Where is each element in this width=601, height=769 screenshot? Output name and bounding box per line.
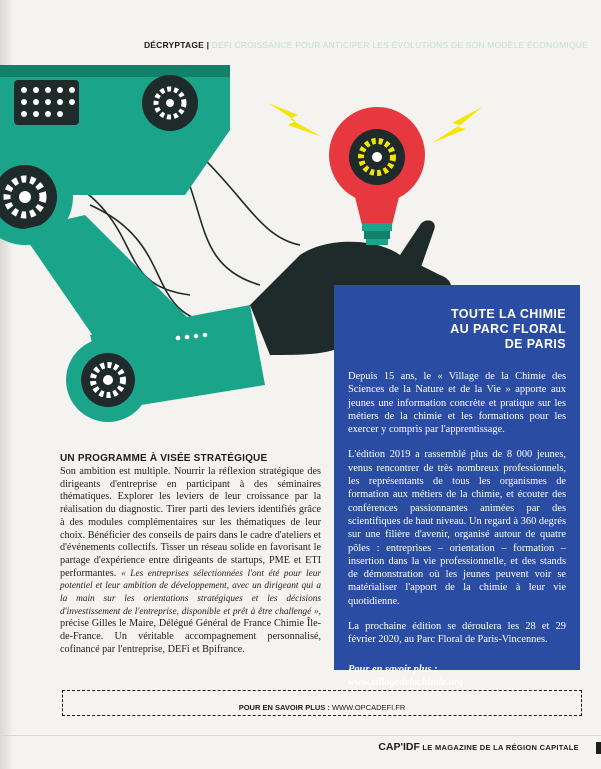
wrist-gear-hub [103, 375, 113, 385]
upper-arm-top-edge [0, 65, 230, 77]
magazine-tagline: LE MAGAZINE DE LA RÉGION CAPITALE [422, 743, 579, 752]
section-label: DÉCRYPTAGE [143, 40, 205, 50]
sidebar-more-link[interactable]: www.villagedelachimie.org [348, 676, 464, 688]
sidebar-paragraph-1: Depuis 15 ans, le « Village de la Chimie des Sciences de la Nature et de la Vie » apporte aux jeunes une information concrète et pratique sur les métiers de la chimie et les formations pour les exercer y compris par l'apprentissage. [348, 371, 566, 436]
light-bulb-neck [352, 185, 402, 225]
article-heading: UN PROGRAMME À VISÉE STRATÉGIQUE [60, 453, 268, 464]
sidebar-title-line2: AU PARC FLORAL [450, 322, 566, 336]
section-subtitle: DEFI CROISSANCE POUR ANTICIPER LES ÉVOLUTIONS DE SON MODÈLE ÉCONOMIQUE [211, 40, 588, 50]
page-edge-marker [596, 742, 601, 754]
lightning-bolt-left-icon [268, 103, 322, 137]
more-info-text [63, 703, 581, 712]
sidebar-more-info [348, 663, 566, 690]
bulb-base-ring3 [366, 239, 388, 245]
sidebar-title-line1: TOUTE LA CHIMIE [450, 307, 566, 321]
article-quote: « Les entreprises sélectionnées l'ont été pour leur potentiel et leur ambition de développement, avec un dirigeant qui a la main sur les orientations stratégiques et les décisions d'investissement de l'entreprise, disponible et prêt à être challengé », [60, 568, 321, 617]
more-info-link[interactable]: WWW.OPCADEFI.FR [331, 703, 406, 712]
magazine-brand: CAP'IDF [378, 741, 420, 753]
sidebar-paragraph-3: La prochaine édition se déroulera les 28 et 29 février 2020, au Parc Floral de Paris-Vincennes. [348, 621, 566, 646]
article-body [60, 466, 321, 657]
bulb-base-ring1 [362, 223, 392, 231]
sidebar-paragraph-2: L'édition 2019 a rassemblé plus de 8 000 jeunes, venus rencontrer de très nombreux professionnels, les représentants de tous les organismes de formation aux métiers de la chimie, et écouter des conférences passionnantes animées par des scientifiques de haut niveau. Un regard à 360 degrés sur une filière d'avenir, organisé autour de quatre pôles : entreprises – orientation – formation – insertion dans la vie professionnelle, et des stands de démonstration où les jeunes peuvent voir se matérialiser l'apport de la chimie à leur vie quotidienne. [348, 449, 566, 607]
page-header [0, 40, 588, 50]
sidebar-box-village-chimie [334, 285, 580, 688]
more-info-label: POUR EN SAVOIR PLUS : [238, 703, 330, 712]
header-separator: | [204, 40, 212, 50]
article-body-text: Son ambition est multiple. Nourrir la réflexion stratégique des dirigeants d'entreprise en participant à des séminaires thématiques. Explorer les leviers de leur croissance par la réalisation du diagnostic. Tirer parti des leviers identifiés grâce à des modules complémentaires sur les thématiques de leur choix. Bénéficier des conseils de pairs dans le cadre d'ateliers et d'événements collectifs. Tisser un réseau solide en favorisant le partage d'expérience entre dirigeants de startups, PME et ETI performantes. [60, 466, 321, 579]
bulb-gear-hub [372, 152, 382, 162]
sidebar-title-line3: DE PARIS [504, 337, 566, 351]
more-info-box [62, 690, 582, 716]
bulb-base-ring2 [364, 231, 390, 239]
article-tail-text: précise Gilles le Maire, Délégué Général de France Chimie Île-de-France. Un véritable accompagnement personnalisé, cofinancé par l'entreprise, DEFi et Bpifrance. [60, 618, 321, 655]
upper-gear-hub [166, 99, 174, 107]
lightning-bolt-right-icon [432, 107, 482, 143]
shoulder-gear-hub [19, 191, 31, 203]
article-programme [60, 453, 321, 657]
sidebar-title [348, 307, 566, 352]
footer-divider [0, 735, 601, 736]
sidebar-more-label: Pour en savoir plus : [348, 663, 438, 675]
page-footer [0, 741, 579, 753]
